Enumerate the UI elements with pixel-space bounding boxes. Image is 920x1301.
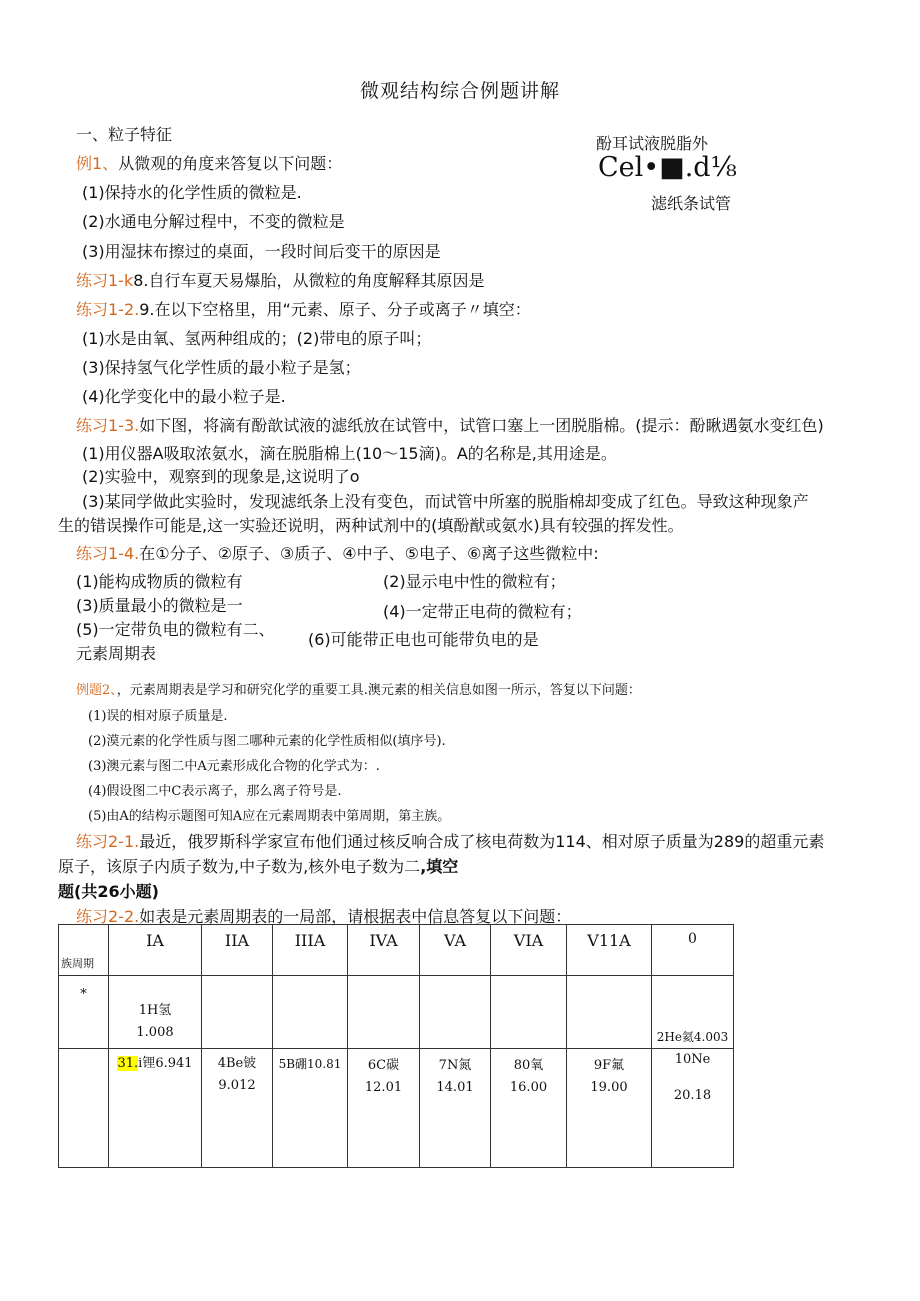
element-symbol: 80氧: [513, 1058, 544, 1073]
practice-label: 练习1-2.: [76, 300, 140, 319]
group-header: VIA: [491, 925, 567, 976]
practice-label: 练习1-k: [76, 271, 134, 290]
empty-cell: [273, 976, 348, 1049]
empty-cell: [420, 976, 491, 1049]
element-symbol: 2He氦4.003: [656, 1030, 729, 1044]
question-line: (3)某同学做此实验时，发现滤纸条上没有变色，而试管中所塞的脱脂棉却变成了红色。导致这种现象产: [82, 492, 809, 511]
corner-label: 族周期: [61, 957, 94, 970]
example-1: [76, 151, 342, 174]
choice-line: (6)可能带正电也可能带负电的是: [308, 630, 539, 649]
empty-cell: [491, 976, 567, 1049]
choice-line: (1)能构成物质的微粒有: [76, 572, 243, 591]
element-cell-Li: [109, 1049, 202, 1168]
question-line: (1)水是由氧、氢两种组成的；(2)带电的原子叫；: [82, 329, 432, 348]
question-text: 原子，该原子内质子数为,中子数为,核外电子数为二: [58, 857, 421, 876]
element-cell-Ne: [652, 1049, 734, 1168]
question-line: (2)漠元素的化学性质与图二哪种元素的化学性质相似(填序号).: [88, 734, 446, 749]
question-line: (1)误的相对原子质量是.: [88, 709, 228, 724]
page-title: 微观结构综合例题讲解: [359, 80, 560, 102]
periodic-table: [58, 924, 734, 1168]
question-line: [58, 854, 458, 877]
practice-label: 练习2-1.: [76, 832, 140, 851]
question-line: (2)实验中，观察到的现象是,这说明了o: [82, 467, 360, 486]
choice-line: (2)显示电中性的微粒有；: [383, 572, 566, 591]
question-line: (4)假设图二中C表示离子，那么离子符号是.: [88, 784, 342, 799]
table-corner-cell: [59, 925, 109, 976]
choice-line: (5)一定带负电的微粒有二、: [76, 620, 275, 639]
highlight-text: 31.: [117, 1056, 139, 1071]
element-mass: 19.00: [590, 1080, 628, 1095]
question-line: (4)化学变化中的最小粒子是.: [82, 387, 286, 406]
group-header: IIIA: [273, 925, 348, 976]
section-heading-periodic: 元素周期表: [76, 644, 157, 663]
element-symbol: 9F氟: [593, 1058, 625, 1073]
question-line: (3)澳元素与图二中A元素形成化合物的化学式为：.: [88, 759, 380, 774]
element-cell-N: [420, 1049, 491, 1168]
period-mark: *: [80, 987, 87, 1002]
group-header: IA: [109, 925, 202, 976]
practice-1-4: [76, 541, 599, 564]
choice-line: (4)一定带正电荷的微粒有；: [383, 602, 582, 621]
element-symbol: 7N氮: [438, 1058, 472, 1073]
empty-cell: [567, 976, 652, 1049]
practice-text: 如下图，将滴有酚歆试液的滤纸放在试管中，试管口塞上一团脱脂棉。(提示：酚瞅遇氨水变红色): [139, 416, 824, 435]
practice-text: 如表是元素周期表的一局部，请根据表中信息答复以下问题：: [139, 907, 572, 926]
element-symbol: i锂6.941: [138, 1056, 193, 1071]
practice-text: 8.自行车夏天易爆胎，从微粒的角度解释其原因是: [133, 271, 485, 290]
empty-cell: [202, 976, 273, 1049]
element-mass: 14.01: [436, 1080, 474, 1095]
question-line: (1)保持水的化学性质的微粒是.: [82, 183, 302, 202]
practice-text: 9.在以下空格里，用“元素、原子、分子或离子〃填空：: [139, 300, 531, 319]
group-header: V11A: [567, 925, 652, 976]
period-cell: [59, 976, 109, 1049]
group-header: 0: [652, 925, 734, 976]
question-line: (3)保持氢气化学性质的最小粒子是氢；: [82, 358, 361, 377]
element-symbol: 4Be铍: [217, 1056, 257, 1071]
example-label: 例1、: [76, 154, 119, 173]
figure-caption-bottom: 滤纸条试管: [651, 194, 732, 213]
element-mass: 20.18: [673, 1088, 712, 1103]
group-header: IVA: [348, 925, 420, 976]
question-line: (5)由A的结构示题图可知A应在元素周期表中第周期，第主族。: [88, 809, 451, 824]
element-symbol: 5B硼10.81: [278, 1057, 342, 1071]
element-symbol: 10Ne: [674, 1052, 711, 1067]
period-cell: [59, 1049, 109, 1168]
element-cell-H: [109, 976, 202, 1049]
example-text: ，元素周期表是学习和研究化学的重要工具.澳元素的相关信息如图一所示，答复以下问题：: [116, 683, 641, 698]
practice-1-3: [76, 413, 824, 436]
element-cell-C: [348, 1049, 420, 1168]
figure-garbled-label: Cel•■.d⅛: [598, 152, 737, 183]
section-count-label: 题(共26小题): [58, 882, 159, 901]
example-text: 从微观的角度来答复以下问题：: [118, 154, 343, 173]
practice-1-1: [76, 268, 485, 291]
element-cell-O: [491, 1049, 567, 1168]
element-mass: 1.008: [136, 1025, 174, 1040]
practice-text: 最近，俄罗斯科学家宣布他们通过核反响合成了核电荷数为114、相对原子质量为289的超重元素: [139, 832, 825, 851]
element-symbol: 1H氢: [138, 1003, 172, 1018]
section-fill-label: ,填空: [420, 857, 459, 876]
practice-text: 在①分子、②原子、③质子、④中子、⑤电子、⑥离子这些微粒中:: [139, 544, 599, 563]
element-cell-Be: [202, 1049, 273, 1168]
question-line: (3)用湿抹布擦过的桌面，一段时间后变干的原因是: [82, 242, 441, 261]
element-cell-B: [273, 1049, 348, 1168]
question-line: (2)水通电分解过程中，不变的微粒是: [82, 212, 345, 231]
question-line: (1)用仪器A吸取浓氨水，滴在脱脂棉上(10〜15滴)。A的名称是,其用途是。: [82, 444, 617, 463]
empty-cell: [348, 976, 420, 1049]
element-mass: 12.01: [364, 1080, 403, 1095]
choice-line: (3)质量最小的微粒是一: [76, 596, 243, 615]
element-cell-He: [652, 976, 734, 1049]
group-header: IIA: [202, 925, 273, 976]
example-2: [76, 679, 641, 698]
element-cell-F: [567, 1049, 652, 1168]
example-label: 例题2、: [76, 683, 117, 698]
practice-label: 练习1-4.: [76, 544, 140, 563]
figure-caption-top: 酚耳试液脱脂外: [596, 134, 709, 153]
element-mass: 9.012: [218, 1078, 256, 1093]
practice-1-2: [76, 297, 531, 320]
practice-label: 练习1-3.: [76, 416, 140, 435]
element-symbol: 6C碳: [367, 1058, 400, 1073]
group-header: VA: [420, 925, 491, 976]
practice-label: 练习2-2.: [76, 907, 140, 926]
question-line: 生的错误操作可能是,这一实验还说明，两种试剂中的(填酚猷或氨水)具有较强的挥发性。: [58, 516, 684, 535]
section-heading: 一、粒子特征: [76, 125, 173, 144]
element-mass: 16.00: [509, 1080, 548, 1095]
practice-2-1: [76, 829, 824, 852]
